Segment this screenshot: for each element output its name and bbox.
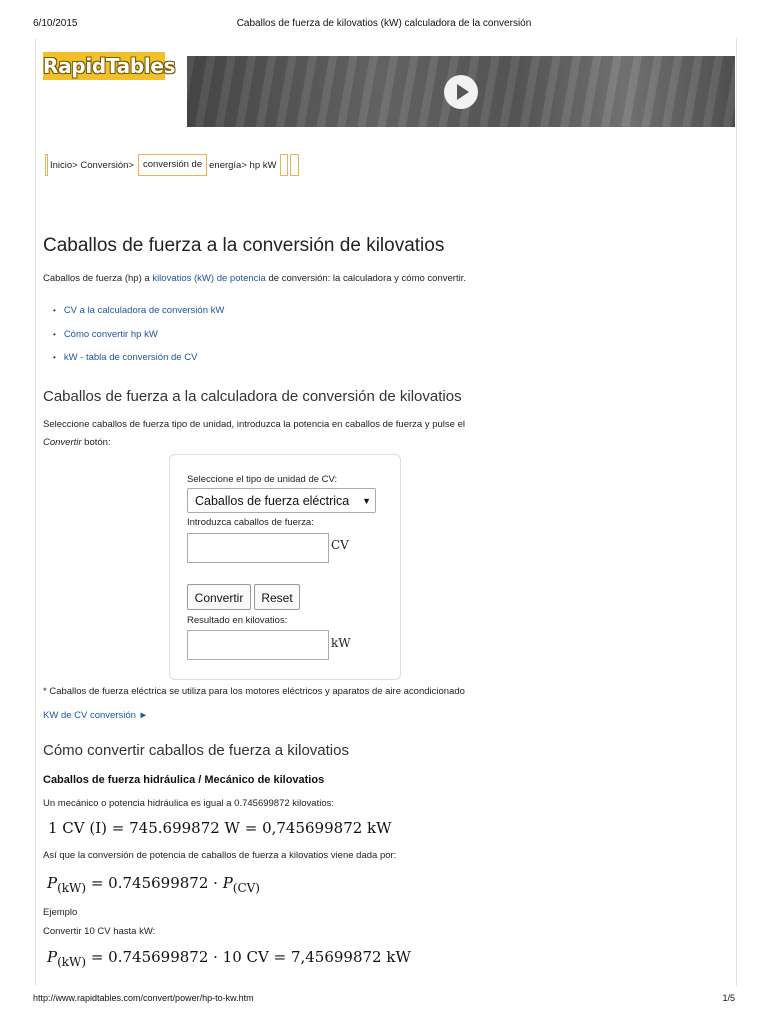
breadcrumb-box [280,154,288,176]
print-url: http://www.rapidtables.com/convert/power/hp-to-kw.htm [33,993,254,1003]
intro-post: de conversión: la calculadora y cómo convertir. [265,273,466,284]
kilowatt-link[interactable]: kilovatios (kW) de potencia [152,273,266,284]
calculator-instructions: Seleccione caballos de fuerza tipo de unidad, introduzca la potencia en caballos de fuerza y pulse el [43,419,465,430]
toc-link-table[interactable]: kW - tabla de conversión de CV [63,352,198,363]
breadcrumb-box [45,154,48,176]
breadcrumb [45,154,301,176]
breadcrumb-item-energy-conversion[interactable]: conversión de [138,154,207,176]
breadcrumb-box [290,154,299,176]
breadcrumb-item-home[interactable]: Inicio> Conversión> [50,159,134,171]
equation-2 [47,874,260,896]
eq3-var: P [47,948,58,966]
convert-button[interactable]: Convertir [187,584,251,610]
chevron-down-icon: ▼ [362,496,371,506]
result-unit: kW [331,636,351,650]
unit-type-select[interactable] [187,488,376,513]
reset-button[interactable]: Reset [254,584,300,610]
calculator-panel [169,454,401,680]
example-label: Ejemplo [43,907,78,918]
hp-unit: CV [331,538,349,552]
howto-text-2: Así que la conversión de potencia de caballos de fuerza a kilovatios viene dada por: [43,850,397,861]
equation-3 [47,948,411,970]
howto-text-1: Un mecánico o potencia hidráulica es igual a 0.745699872 kilovatios: [43,798,334,809]
calculator-instructions-2 [43,437,111,448]
toc-link-howto[interactable]: Cómo convertir hp kW [63,328,158,340]
eq3-rest: = 0.745699872 · 10 CV = 7,45699872 kW [86,948,411,966]
print-page-number: 1/5 [722,993,735,1003]
toc-item [53,301,224,325]
intro-text [43,273,466,284]
eq2-lhs-sub: (kW) [57,881,87,896]
video-banner[interactable] [187,56,735,127]
result-output[interactable] [187,630,329,660]
footnote: * Caballos de fuerza eléctrica se utiliza para los motores eléctricos y aparatos de aire acondicionado [43,686,465,697]
equation-1: 1 CV (I) = 745.699872 W = 0,745699872 kW [48,819,392,837]
eq2-mid: = 0.745699872 · [86,874,223,892]
unit-type-value: Caballos de fuerza eléctrica [195,494,350,508]
instructions-rest: botón: [81,437,111,448]
toc-item [53,348,224,372]
table-of-contents [53,301,224,372]
intro-pre: Caballos de fuerza (hp) a [43,273,153,284]
convert-emphasis: Convertir [43,437,82,448]
eq2-rhs-sub: (CV) [232,881,260,896]
eq2-lhs-var: P [47,874,58,892]
play-icon[interactable] [444,75,478,109]
howto-subheading: Caballos de fuerza hidráulica / Mecánico de kilovatios [43,774,325,786]
print-title: Caballos de fuerza de kilovatios (kW) calculadora de la conversión [236,18,532,29]
toc-item [53,325,224,349]
print-date: 6/10/2015 [33,18,78,29]
hp-input-label: Introduzca caballos de fuerza: [187,517,314,528]
breadcrumb-item-current: energía> hp kW [209,159,277,171]
howto-heading: Cómo convertir caballos de fuerza a kilovatios [43,742,349,759]
rapidtables-logo[interactable]: RapidTables [43,54,176,78]
hp-input[interactable] [187,533,329,563]
eq3-sub: (kW) [57,955,87,970]
unit-type-label: Seleccione el tipo de unidad de CV: [187,474,338,485]
page-title: Caballos de fuerza a la conversión de kilovatios [43,235,445,256]
reverse-conversion-link[interactable]: KW de CV conversión ► [43,710,148,721]
result-label: Resultado en kilovatios: [187,615,288,626]
example-text: Convertir 10 CV hasta kW: [43,926,156,937]
eq2-rhs-var: P [222,874,233,892]
toc-link-calculator[interactable]: CV a la calculadora de conversión kW [63,305,225,316]
calculator-heading: Caballos de fuerza a la calculadora de conversión de kilovatios [43,388,462,405]
